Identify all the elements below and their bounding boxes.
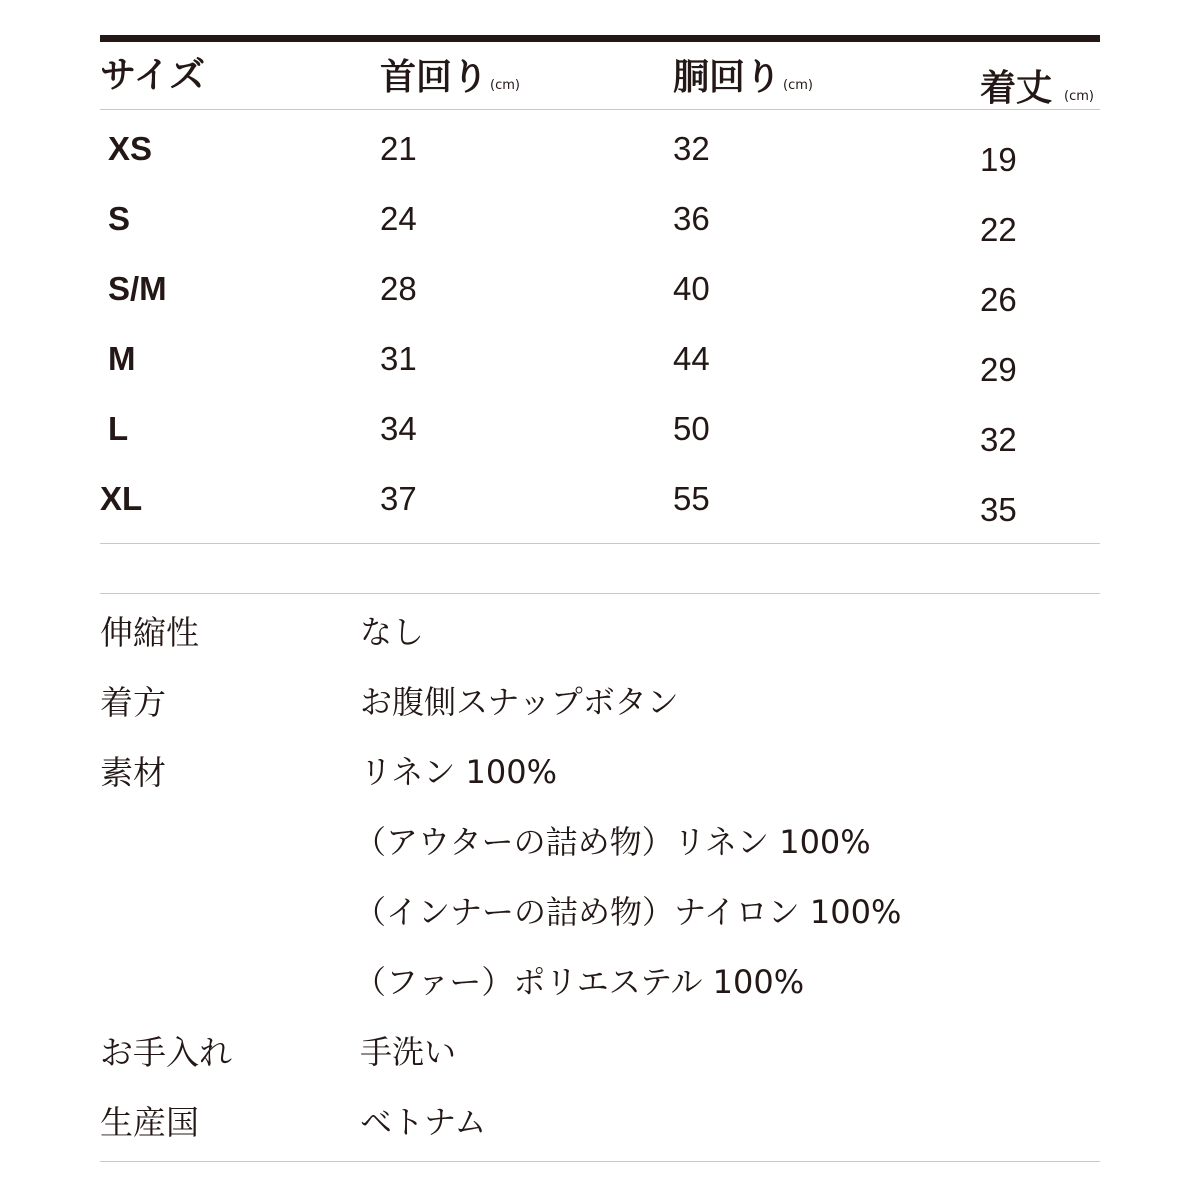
- waist-cell: 36: [673, 200, 710, 237]
- detail-label-wearing: 着方: [100, 683, 166, 722]
- detail-value-material-inner: （インナーの詰め物）ナイロン 100%: [354, 893, 902, 931]
- waist-cell: 55: [673, 480, 710, 517]
- header-length-unit: (cm): [1064, 89, 1094, 104]
- length-cell: 29: [980, 351, 1017, 388]
- length-cell: 26: [980, 281, 1017, 318]
- detail-value-wearing: お腹側スナップボタン: [360, 683, 679, 721]
- neck-cell: 24: [380, 200, 417, 237]
- waist-cell: 44: [673, 340, 710, 377]
- header-waist-label: 胴回り: [673, 57, 782, 98]
- detail-value-material-fur: （ファー）ポリエステル 100%: [354, 963, 805, 1001]
- header-divider: [100, 109, 1100, 110]
- length-cell: 32: [980, 421, 1017, 458]
- waist-cell: 32: [673, 130, 710, 167]
- size-cell: M: [108, 340, 136, 377]
- header-neck-unit: (cm): [490, 78, 520, 93]
- neck-cell: 31: [380, 340, 417, 377]
- detail-label-origin: 生産国: [100, 1103, 199, 1142]
- header-neck-label: 首回り: [380, 57, 489, 98]
- neck-cell: 21: [380, 130, 417, 167]
- length-cell: 19: [980, 141, 1017, 178]
- size-cell: XL: [100, 480, 143, 517]
- detail-value-care: 手洗い: [360, 1033, 457, 1071]
- size-cell: S/M: [108, 270, 167, 307]
- length-cell: 35: [980, 491, 1017, 528]
- header-waist-unit: (cm): [783, 78, 813, 93]
- table-bottom-rule: [100, 543, 1100, 544]
- size-cell: XS: [108, 130, 153, 167]
- neck-cell: 34: [380, 410, 417, 447]
- detail-value-origin: ベトナム: [360, 1103, 487, 1141]
- size-cell: S: [108, 200, 131, 237]
- detail-value-stretch: なし: [360, 613, 425, 651]
- neck-cell: 28: [380, 270, 417, 307]
- details-top-rule: [100, 593, 1100, 594]
- header-size-label: サイズ: [100, 55, 206, 96]
- waist-cell: 40: [673, 270, 710, 307]
- detail-label-material: 素材: [100, 753, 166, 792]
- detail-label-care: お手入れ: [100, 1033, 232, 1072]
- details-bottom-rule: [100, 1161, 1100, 1162]
- size-cell: L: [108, 410, 129, 447]
- length-cell: 22: [980, 211, 1017, 248]
- table-top-rule: [100, 35, 1100, 42]
- waist-cell: 50: [673, 410, 710, 447]
- detail-value-material: リネン 100%: [360, 753, 558, 791]
- neck-cell: 37: [380, 480, 417, 517]
- header-length-label: 着丈: [980, 68, 1053, 109]
- detail-value-material-outer: （アウターの詰め物）リネン 100%: [354, 823, 871, 861]
- header-length: [980, 68, 1094, 109]
- header-neck: [380, 57, 520, 98]
- header-size: [100, 55, 206, 96]
- detail-label-stretch: 伸縮性: [100, 613, 199, 652]
- header-waist: [673, 57, 813, 98]
